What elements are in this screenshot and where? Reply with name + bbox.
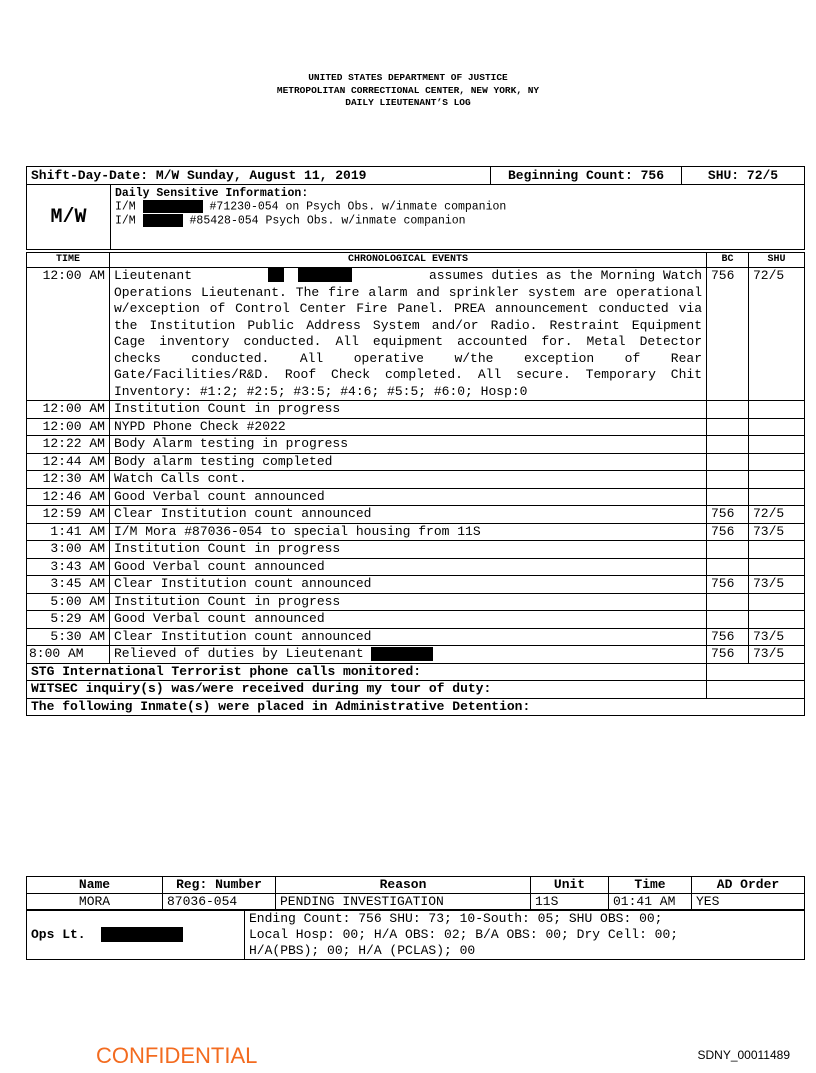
bates-number: SDNY_00011489 (697, 1048, 790, 1062)
ad-header-cell: Reg: Number (163, 877, 276, 894)
event-shu (749, 593, 805, 611)
sensitive-info-table (26, 184, 805, 250)
ad-header-cell: Name (27, 877, 163, 894)
ops-summary (245, 911, 805, 960)
event-row (27, 418, 805, 436)
event-row (27, 506, 805, 524)
inmate-prefix: I/M (115, 214, 136, 228)
event-shu (749, 488, 805, 506)
header-line-2: METROPOLITAN CORRECTIONAL CENTER, NEW YORK, NY (276, 84, 540, 96)
event-text: Body Alarm testing in progress (110, 436, 707, 454)
event-bc (707, 488, 749, 506)
time-header: TIME (27, 253, 110, 268)
event-row (27, 436, 805, 454)
shu-header: SHU (749, 253, 805, 268)
stg-value (707, 663, 805, 681)
event-bc (707, 611, 749, 629)
event-shu (749, 541, 805, 559)
ad-header-cell: Time (609, 877, 692, 894)
event-text: Institution Count in progress (110, 401, 707, 419)
event-text (110, 646, 707, 664)
summary-table (26, 166, 805, 185)
ad-header-cell: Unit (531, 877, 609, 894)
event-bc (707, 418, 749, 436)
event-time: 3:00 AM (27, 541, 110, 559)
event-shu: 73/5 (749, 646, 805, 664)
event-text: Clear Institution count announced (110, 628, 707, 646)
event-bc: 756 (707, 268, 749, 401)
redaction-block (371, 647, 433, 661)
event-text: Clear Institution count announced (110, 506, 707, 524)
event-time: 1:41 AM (27, 523, 110, 541)
event-bc (707, 453, 749, 471)
event-time: 8:00 AM (27, 646, 110, 664)
redaction-block (143, 214, 183, 227)
event-time: 12:00 AM (27, 268, 110, 401)
event-bc (707, 541, 749, 559)
header-line-1: UNITED STATES DEPARTMENT OF JUSTICE (308, 72, 508, 83)
event-row (27, 628, 805, 646)
confidential-mark: CONFIDENTIAL (96, 1043, 258, 1068)
event-bc (707, 558, 749, 576)
event-text: Good Verbal count announced (110, 611, 707, 629)
ad-time: 01:41 AM (609, 893, 692, 910)
event-time: 5:29 AM (27, 611, 110, 629)
redaction-block (101, 927, 183, 942)
event-words: assumes duties as the Morning Watch (428, 268, 702, 283)
ad-unit: 11S (531, 893, 609, 910)
event-shu (749, 471, 805, 489)
event-time: 12:44 AM (27, 453, 110, 471)
event-time: 3:45 AM (27, 576, 110, 594)
event-time: 5:00 AM (27, 593, 110, 611)
event-text: Good Verbal count announced (110, 558, 707, 576)
ad-name: MORA (27, 893, 163, 910)
event-row (27, 541, 805, 559)
event-text-label: Relieved of duties by Lieutenant (114, 646, 364, 661)
event-row (27, 576, 805, 594)
redaction-block (298, 268, 352, 282)
event-bc (707, 436, 749, 454)
event-text: Watch Calls cont. (110, 471, 707, 489)
sensitive-text: #71230-054 on Psych Obs. w/inmate companion (209, 200, 507, 214)
inmate-prefix: I/M (115, 200, 136, 214)
event-text: Body alarm testing completed (110, 453, 707, 471)
event-text: Institution Count in progress (110, 593, 707, 611)
witsec-value (707, 681, 805, 699)
shift-code: M/W (27, 185, 111, 250)
event-row (27, 523, 805, 541)
ops-line-2: Local Hosp: 00; H/A OBS: 02; B/A OBS: 00; Dry Cell: 00; (249, 927, 679, 942)
event-bc (707, 401, 749, 419)
sensitive-line-1 (115, 200, 800, 214)
event-time: 5:30 AM (27, 628, 110, 646)
event-row (27, 471, 805, 489)
ad-order: YES (692, 893, 805, 910)
event-text: Institution Count in progress (110, 541, 707, 559)
ad-header-cell: Reason (276, 877, 531, 894)
event-bc: 756 (707, 523, 749, 541)
event-bc: 756 (707, 646, 749, 664)
event-shu: 72/5 (749, 506, 805, 524)
ad-reg: 87036-054 (163, 893, 276, 910)
event-row (27, 646, 805, 664)
event-shu (749, 453, 805, 471)
event-time: 12:59 AM (27, 506, 110, 524)
event-row (27, 488, 805, 506)
event-shu: 73/5 (749, 523, 805, 541)
event-time: 12:00 AM (27, 401, 110, 419)
chronological-events-table (26, 252, 805, 716)
ops-label: Ops Lt. (31, 927, 86, 942)
event-word: Lieutenant (114, 268, 193, 283)
shu-count: SHU: 72/5 (682, 167, 805, 185)
event-row (27, 453, 805, 471)
ad-reason: PENDING INVESTIGATION (276, 893, 531, 910)
event-row (27, 611, 805, 629)
ad-row (27, 893, 805, 910)
ad-header-cell: AD Order (692, 877, 805, 894)
event-shu (749, 611, 805, 629)
event-shu (749, 558, 805, 576)
event-bc: 756 (707, 576, 749, 594)
redaction-block (143, 200, 203, 213)
event-text (110, 268, 707, 401)
stg-row: STG International Terrorist phone calls monitored: (27, 663, 707, 681)
event-time: 12:30 AM (27, 471, 110, 489)
event-shu: 73/5 (749, 628, 805, 646)
event-text: I/M Mora #87036-054 to special housing from 11S (110, 523, 707, 541)
event-body: Operations Lieutenant. The fire alarm and sprinkler system are operational w/exception of Control Center Fire Panel. PREA announcement conducted via the Institution Public Address System and/or Radio. Restraint Equipment Cage inventory conducted. All equipment accounted for. Metal Detector checks conducted. All operative w/the exception of Rear Gate/Facilities/R&D. Roof Check completed. All secure. Temporary Chit Inventory: #1:2; #2:5; #3:5; #4:6; #5:5; #6:0; Hosp:0 (114, 284, 702, 399)
event-time: 3:43 AM (27, 558, 110, 576)
document-header (0, 72, 816, 110)
ad-placed-row: The following Inmate(s) were placed in Administrative Detention: (27, 698, 805, 716)
event-time: 12:22 AM (27, 436, 110, 454)
event-shu (749, 436, 805, 454)
event-bc: 756 (707, 506, 749, 524)
event-text: Clear Institution count announced (110, 576, 707, 594)
event-shu (749, 401, 805, 419)
event-row (27, 558, 805, 576)
event-shu: 72/5 (749, 268, 805, 401)
beginning-count: Beginning Count: 756 (491, 167, 682, 185)
event-time: 12:00 AM (27, 418, 110, 436)
shift-day-date: Shift-Day-Date: M/W Sunday, August 11, 2019 (27, 167, 491, 185)
event-time: 12:46 AM (27, 488, 110, 506)
event-shu (749, 418, 805, 436)
event-bc (707, 471, 749, 489)
sensitive-line-2 (115, 214, 800, 228)
ops-line-3: H/A(PBS); 00; H/A (PCLAS); 00 (249, 943, 476, 958)
event-row (27, 593, 805, 611)
event-row (27, 268, 805, 401)
sensitive-title: Daily Sensitive Information: (115, 187, 309, 200)
ops-label-cell (27, 911, 245, 960)
sensitive-text: #85428-054 Psych Obs. w/inmate companion (189, 214, 466, 228)
ops-line-1: Ending Count: 756 SHU: 73; 10-South: 05; SHU OBS: 00; (249, 911, 663, 926)
header-line-3: DAILY LIEUTENANT’S LOG (345, 97, 471, 108)
witsec-row: WITSEC inquiry(s) was/were received during my tour of duty: (27, 681, 707, 699)
ad-table (26, 876, 805, 910)
events-header: CHRONOLOGICAL EVENTS (110, 253, 707, 268)
event-bc (707, 593, 749, 611)
event-text: NYPD Phone Check #2022 (110, 418, 707, 436)
event-text: Good Verbal count announced (110, 488, 707, 506)
redaction-block (268, 268, 284, 282)
event-shu: 73/5 (749, 576, 805, 594)
event-bc: 756 (707, 628, 749, 646)
event-row (27, 401, 805, 419)
bc-header: BC (707, 253, 749, 268)
ops-table (26, 910, 805, 960)
